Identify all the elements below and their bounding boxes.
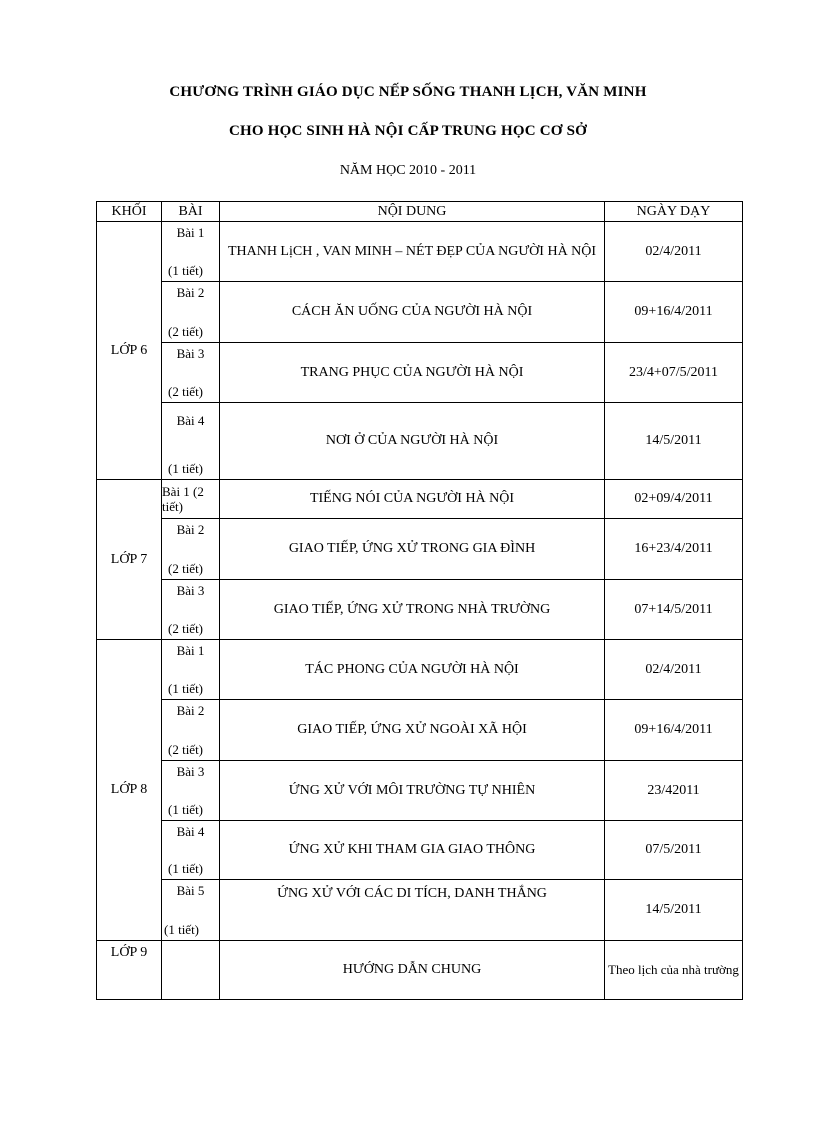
- lesson-number: Bài 2: [176, 522, 205, 537]
- grade-cell-8: LỚP 8: [97, 640, 162, 941]
- lesson-cell: [162, 519, 220, 580]
- date-cell: 09+16/4/2011: [605, 282, 743, 343]
- grade-cell-9: LỚP 9: [97, 941, 162, 1000]
- content-cell: ỨNG XỬ KHI THAM GIA GIAO THÔNG: [220, 821, 605, 880]
- lesson-number: Bài 3: [176, 583, 205, 598]
- lesson-cell: [162, 880, 220, 941]
- lesson-number: Bài 4: [176, 413, 205, 428]
- lesson-cell: [162, 941, 220, 1000]
- lesson-periods: (1 tiết): [168, 802, 204, 817]
- lesson-cell: [162, 761, 220, 821]
- table-row: [97, 640, 743, 700]
- lesson-periods: (1 tiết): [164, 922, 200, 937]
- school-year: NĂM HỌC 2010 - 2011: [339, 163, 477, 178]
- table-row: [97, 580, 743, 640]
- content-cell: HƯỚNG DẪN CHUNG: [220, 941, 605, 1000]
- content-cell: ỨNG XỬ VỚI CÁC DI TÍCH, DANH THẮNG: [220, 880, 605, 941]
- lesson-cell: Bài 1 (2 tiết): [162, 480, 220, 519]
- date-cell: 23/42011: [605, 761, 743, 821]
- date-cell: 14/5/2011: [605, 880, 743, 941]
- table-row: [97, 282, 743, 343]
- lesson-periods: (2 tiết): [168, 742, 204, 757]
- table-row: [97, 403, 743, 480]
- lesson-periods: (1 tiết): [168, 263, 204, 278]
- header-noi-dung: NỘI DUNG: [220, 202, 605, 222]
- date-cell: 02/4/2011: [605, 640, 743, 700]
- lesson-cell: [162, 640, 220, 700]
- lesson-number: Bài 3: [176, 764, 205, 779]
- date-cell: 02/4/2011: [605, 222, 743, 282]
- lesson-number: Bài 1: [176, 225, 205, 240]
- content-cell: TRANG PHỤC CỦA NGƯỜI HÀ NỘI: [220, 343, 605, 403]
- table-row: [97, 880, 743, 941]
- lesson-periods: (1 tiết): [168, 461, 204, 476]
- lesson-number: Bài 3: [176, 346, 205, 361]
- lesson-cell: [162, 580, 220, 640]
- content-cell: NƠI Ở CỦA NGƯỜI HÀ NỘI: [220, 403, 605, 480]
- content-cell: GIAO TIẾP, ỨNG XỬ NGOÀI XÃ HỘI: [220, 700, 605, 761]
- content-cell: TIẾNG NÓI CỦA NGƯỜI HÀ NỘI: [220, 480, 605, 519]
- table-row: [97, 343, 743, 403]
- lesson-periods: (2 tiết): [168, 324, 204, 339]
- document-title-line-2: CHO HỌC SINH HÀ NỘI CẤP TRUNG HỌC CƠ SỞ: [229, 123, 587, 139]
- date-cell: 16+23/4/2011: [605, 519, 743, 580]
- date-cell: 14/5/2011: [605, 403, 743, 480]
- content-cell: GIAO TIẾP, ỨNG XỬ TRONG NHÀ TRƯỜNG: [220, 580, 605, 640]
- date-cell: 07/5/2011: [605, 821, 743, 880]
- grade-cell-7: LỚP 7: [97, 480, 162, 640]
- lesson-number: Bài 4: [176, 824, 205, 839]
- table-row: [97, 222, 743, 282]
- content-cell: CÁCH ĂN UỐNG CỦA NGƯỜI HÀ NỘI: [220, 282, 605, 343]
- header-bai: BÀI: [162, 202, 220, 222]
- date-cell: 02+09/4/2011: [605, 480, 743, 519]
- lesson-cell: [162, 282, 220, 343]
- lesson-cell: [162, 222, 220, 282]
- content-cell: GIAO TIẾP, ỨNG XỬ TRONG GIA ĐÌNH: [220, 519, 605, 580]
- table-row: [97, 519, 743, 580]
- header-khoi: KHỐI: [97, 202, 162, 222]
- table-row: [97, 700, 743, 761]
- lesson-cell: [162, 343, 220, 403]
- lesson-periods: (1 tiết): [168, 681, 204, 696]
- table-header-row: [97, 202, 743, 222]
- date-cell: 23/4+07/5/2011: [605, 343, 743, 403]
- content-cell: ỨNG XỬ VỚI MÔI TRƯỜNG TỰ NHIÊN: [220, 761, 605, 821]
- lesson-periods: (2 tiết): [168, 384, 204, 399]
- table-row: [97, 941, 743, 1000]
- date-cell: 07+14/5/2011: [605, 580, 743, 640]
- table-row: [97, 761, 743, 821]
- lesson-cell: [162, 821, 220, 880]
- lesson-number: Bài 1: [176, 643, 205, 658]
- header-ngay-day: NGÀY DẠY: [605, 202, 743, 222]
- table-row: [97, 821, 743, 880]
- grade-cell-6: LỚP 6: [97, 222, 162, 480]
- date-cell: Theo lịch của nhà trường: [605, 941, 743, 1000]
- lesson-periods: (2 tiết): [168, 561, 204, 576]
- lesson-number: Bài 2: [176, 703, 205, 718]
- date-cell: 09+16/4/2011: [605, 700, 743, 761]
- content-cell: TÁC PHONG CỦA NGƯỜI HÀ NỘI: [220, 640, 605, 700]
- lesson-cell: [162, 700, 220, 761]
- lesson-cell: [162, 403, 220, 480]
- lesson-periods: (2 tiết): [168, 621, 204, 636]
- content-cell: THANH LịCH , VAN MINH – NÉT ĐẸP CỦA NGƯỜI HÀ NỘI: [220, 222, 605, 282]
- lesson-number: Bài 5: [176, 883, 205, 898]
- document-title-line-1: CHƯƠNG TRÌNH GIÁO DỤC NẾP SỐNG THANH LỊCH, VĂN MINH: [169, 84, 647, 100]
- table-row: [97, 480, 743, 519]
- schedule-table: [96, 201, 743, 1000]
- lesson-periods: (1 tiết): [168, 861, 204, 876]
- lesson-number: Bài 2: [176, 285, 205, 300]
